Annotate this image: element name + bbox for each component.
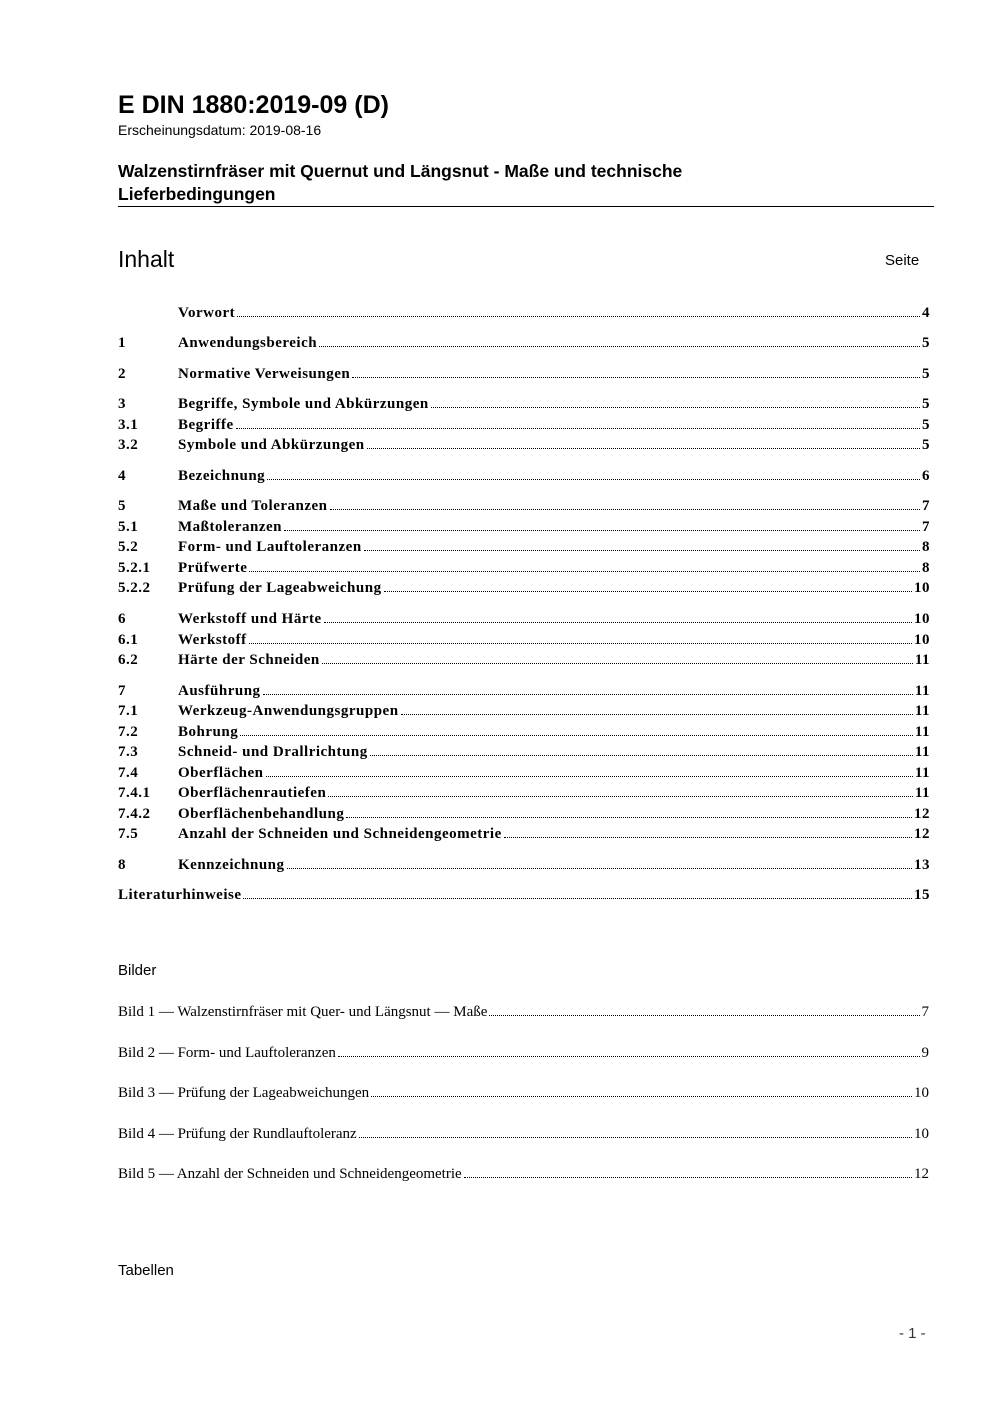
toc-entry-page: 4 — [922, 305, 930, 321]
document-title: Walzenstirnfräser mit Quernut und Längsnut - Maße und technische Lieferbedingungen — [118, 161, 683, 204]
toc-entry[interactable] — [118, 557, 930, 577]
dot-leader — [249, 557, 920, 572]
dot-leader — [489, 1001, 919, 1016]
toc-entry[interactable] — [118, 762, 930, 782]
toc-entry[interactable] — [118, 782, 930, 802]
toc-entry[interactable] — [118, 680, 930, 700]
toc-entry-number: 6.2 — [118, 652, 139, 668]
toc-entry[interactable] — [118, 700, 930, 720]
toc-entry-label: Werkstoff — [178, 632, 247, 648]
dot-leader — [431, 393, 920, 408]
figure-entry-page: 7 — [921, 1004, 929, 1020]
toc-entry-number: 3.1 — [118, 417, 139, 433]
toc-entry-page: 13 — [914, 857, 930, 873]
toc-entry[interactable] — [118, 823, 930, 843]
toc-entry-number: 1 — [118, 335, 126, 351]
toc-entry[interactable] — [118, 363, 930, 383]
toc-entry-label: Symbole und Abkürzungen — [178, 437, 365, 453]
toc-entry[interactable] — [118, 536, 930, 556]
toc-entry-label: Werkzeug-Anwendungsgruppen — [178, 703, 399, 719]
toc-entry-page: 11 — [914, 724, 930, 740]
toc-entry-label: Kennzeichnung — [178, 857, 285, 873]
toc-entry[interactable] — [118, 393, 930, 413]
toc-entry-page: 5 — [922, 437, 930, 453]
tables-heading: Tabellen — [118, 1262, 174, 1279]
toc-entry-label: Anwendungsbereich — [178, 335, 318, 351]
toc-entry-page: 5 — [922, 366, 930, 382]
figures-heading: Bilder — [118, 962, 157, 979]
toc-heading: Inhalt — [118, 246, 175, 272]
dot-leader — [464, 1163, 912, 1178]
toc-entry-page: 12 — [914, 826, 930, 842]
toc-entry-page: 11 — [914, 744, 930, 760]
publication-date: Erscheinungsdatum: 2019-08-16 — [118, 122, 322, 138]
dot-leader — [364, 536, 920, 551]
toc-entry-page: 5 — [922, 417, 930, 433]
dot-leader — [266, 762, 913, 777]
dot-leader — [352, 363, 920, 378]
toc-entry-page: 10 — [914, 580, 930, 596]
toc-entry-page: 11 — [914, 703, 930, 719]
toc-entry-number: 7 — [118, 683, 126, 699]
toc-entry-number: 7.4.2 — [118, 806, 151, 822]
toc-entry-page: 6 — [922, 468, 930, 484]
dot-leader — [267, 465, 920, 480]
dot-leader — [371, 1082, 912, 1097]
toc-entry-page: 7 — [922, 498, 930, 514]
toc-entry-number: 5.1 — [118, 519, 139, 535]
toc-entry[interactable] — [118, 434, 930, 454]
toc-entry-label: Ausführung — [178, 683, 261, 699]
dot-leader — [384, 577, 912, 592]
toc-entry-page: 11 — [914, 683, 930, 699]
toc-entry-label: Bezeichnung — [178, 468, 266, 484]
dot-leader — [324, 608, 912, 623]
toc-entry-page: 7 — [922, 519, 930, 535]
toc-entry-page: 10 — [914, 632, 930, 648]
toc-entry[interactable] — [118, 414, 930, 434]
toc-entry-number: 7.3 — [118, 744, 139, 760]
figure-entry[interactable] — [118, 1163, 929, 1183]
figure-entry[interactable] — [118, 1082, 929, 1102]
toc-entry-label: Literaturhinweise — [118, 887, 242, 903]
toc-entry-number: 3 — [118, 396, 126, 412]
figure-entry-label: Bild 5 — Anzahl der Schneiden und Schneidengeometrie — [118, 1166, 462, 1182]
toc-entry[interactable] — [118, 741, 930, 761]
dot-leader — [328, 782, 913, 797]
dot-leader — [243, 884, 912, 899]
toc-entry[interactable] — [118, 854, 930, 874]
toc-entry-page: 5 — [922, 335, 930, 351]
figure-entry-label: Bild 1 — Walzenstirnfräser mit Quer- und Längsnut — Maße — [118, 1004, 488, 1020]
toc-entry[interactable] — [118, 884, 930, 904]
dot-leader — [263, 680, 913, 695]
dot-leader — [287, 854, 912, 869]
toc-entry-label: Oberflächenrautiefen — [178, 785, 327, 801]
toc-entry-label: Schneid- und Drallrichtung — [178, 744, 368, 760]
title-divider — [118, 206, 934, 207]
toc-entry-page: 5 — [922, 396, 930, 412]
toc-entry-label: Bohrung — [178, 724, 239, 740]
figure-entry[interactable] — [118, 1123, 929, 1143]
toc-entry-label: Begriffe — [178, 417, 234, 433]
toc-entry-number: 7.5 — [118, 826, 139, 842]
dot-leader — [401, 700, 913, 715]
toc-entry[interactable] — [118, 577, 930, 597]
toc-entry-label: Begriffe, Symbole und Abkürzungen — [178, 396, 429, 412]
toc-entry[interactable] — [118, 516, 930, 536]
toc-entry-number: 8 — [118, 857, 126, 873]
toc-page-column-header: Seite — [885, 252, 920, 269]
figure-entry[interactable] — [118, 1042, 929, 1062]
dot-leader — [367, 434, 920, 449]
toc-entry-label: Maße und Toleranzen — [178, 498, 328, 514]
figure-entry-page: 10 — [914, 1126, 929, 1142]
toc-entry-label: Härte der Schneiden — [178, 652, 320, 668]
toc-entry[interactable] — [118, 803, 930, 823]
toc-entry[interactable] — [118, 721, 930, 741]
toc-entry[interactable] — [118, 495, 930, 515]
toc-entry-number: 6 — [118, 611, 126, 627]
page-number: - 1 - — [899, 1325, 926, 1342]
toc-entry-label: Vorwort — [178, 305, 236, 321]
toc-entry-label: Maßtoleranzen — [178, 519, 282, 535]
figure-entry-page: 9 — [921, 1045, 929, 1061]
toc-entry-label: Prüfung der Lageabweichung — [178, 580, 382, 596]
figure-entry-label: Bild 2 — Form- und Lauftoleranzen — [118, 1045, 336, 1061]
dot-leader — [240, 721, 913, 736]
toc-entry-label: Normative Verweisungen — [178, 366, 351, 382]
figure-entry-label: Bild 3 — Prüfung der Lageabweichungen — [118, 1085, 370, 1101]
toc-entry-label: Anzahl der Schneiden und Schneidengeometrie — [178, 826, 502, 842]
dot-leader — [338, 1042, 920, 1057]
dot-leader — [504, 823, 912, 838]
toc-entry-number: 5.2.1 — [118, 560, 151, 576]
toc-entry-number: 5.2 — [118, 539, 139, 555]
figure-entry-label: Bild 4 — Prüfung der Rundlauftoleranz — [118, 1126, 357, 1142]
figure-entry-page: 12 — [914, 1166, 929, 1182]
toc-entry-page: 8 — [922, 539, 930, 555]
toc-entry[interactable] — [118, 629, 930, 649]
toc-entry-page: 12 — [914, 806, 930, 822]
toc-entry-number: 7.4 — [118, 765, 139, 781]
dot-leader — [322, 649, 913, 664]
figure-entry-page: 10 — [914, 1085, 929, 1101]
toc-entry-number: 6.1 — [118, 632, 139, 648]
toc-entry-page: 11 — [914, 652, 930, 668]
dot-leader — [249, 629, 912, 644]
dot-leader — [359, 1123, 912, 1138]
figure-entry[interactable] — [118, 1001, 929, 1021]
toc-entry-page: 11 — [914, 765, 930, 781]
dot-leader — [284, 516, 920, 531]
toc-entry-label: Oberflächenbehandlung — [178, 806, 345, 822]
toc-entry-label: Prüfwerte — [178, 560, 248, 576]
toc-entry-label: Oberflächen — [178, 765, 264, 781]
toc-entry-page: 15 — [914, 887, 930, 903]
dot-leader — [236, 414, 920, 429]
toc-entry-number: 7.2 — [118, 724, 139, 740]
toc-entry-number: 3.2 — [118, 437, 139, 453]
toc-entry-page: 8 — [922, 560, 930, 576]
toc-entry-number: 4 — [118, 468, 126, 484]
toc-entry-label: Werkstoff und Härte — [178, 611, 322, 627]
dot-leader — [237, 302, 920, 317]
toc-entry-number: 2 — [118, 366, 126, 382]
toc-entry[interactable] — [118, 465, 930, 485]
toc-entry-number: 7.4.1 — [118, 785, 151, 801]
toc-entry-number: 5 — [118, 498, 126, 514]
toc-entry-number: 5.2.2 — [118, 580, 151, 596]
toc-entry-page: 11 — [914, 785, 930, 801]
dot-leader — [319, 332, 920, 347]
toc-entry-number: 7.1 — [118, 703, 139, 719]
toc-entry-page: 10 — [914, 611, 930, 627]
toc-entry[interactable] — [118, 302, 930, 322]
toc-entry[interactable] — [118, 608, 930, 628]
document-id: E DIN 1880:2019-09 (D) — [118, 91, 389, 119]
toc-entry[interactable] — [118, 332, 930, 352]
toc-entry-label: Form- und Lauftoleranzen — [178, 539, 362, 555]
dot-leader — [346, 803, 912, 818]
dot-leader — [330, 495, 920, 510]
dot-leader — [370, 741, 913, 756]
toc-entry[interactable] — [118, 649, 930, 669]
